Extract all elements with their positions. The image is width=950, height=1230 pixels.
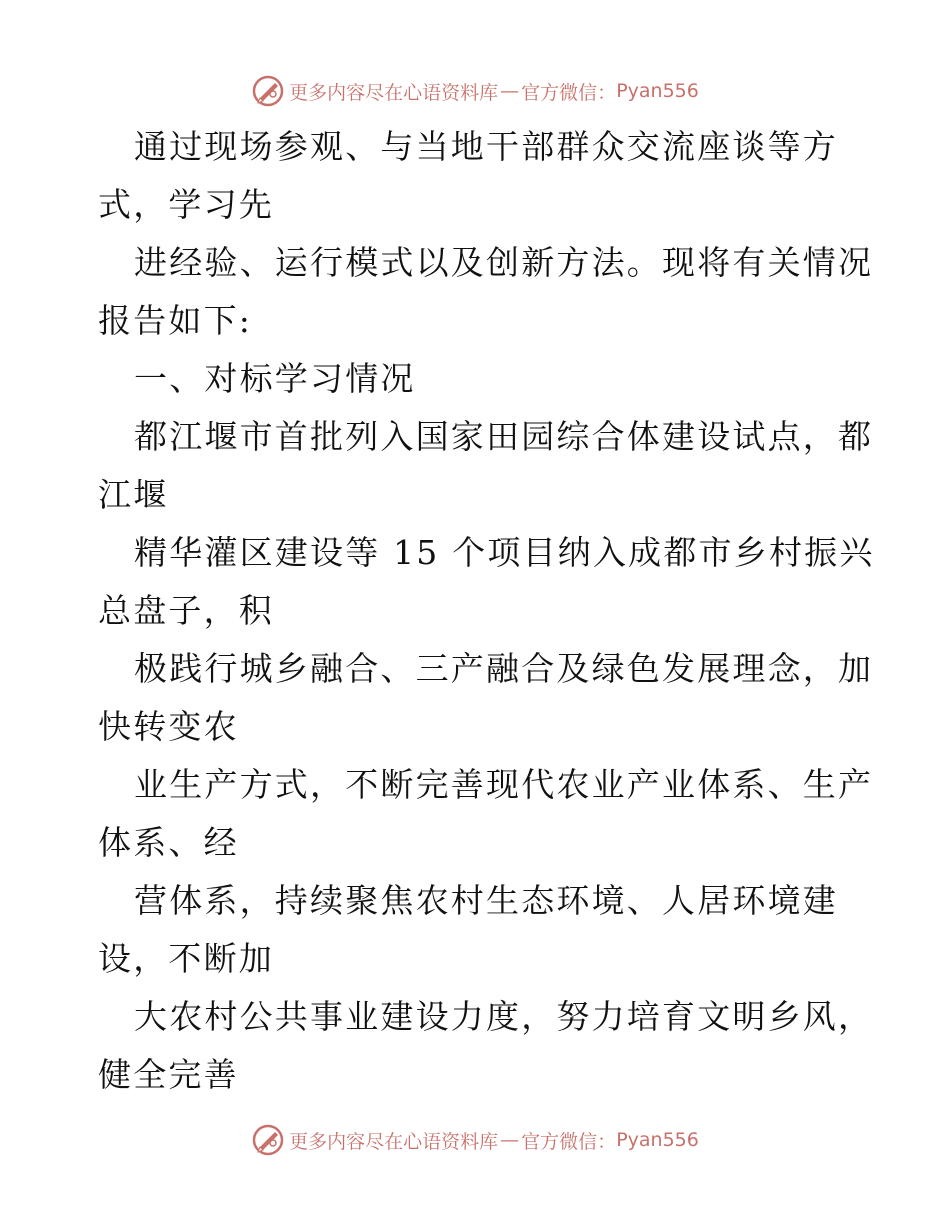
watermark-wechat-id: Pyan556 — [616, 1129, 699, 1151]
watermark-text: 更多内容尽在心语资料库 — [289, 1130, 499, 1153]
footer-watermark — [0, 1120, 950, 1160]
watermark-dash: — — [500, 1129, 520, 1151]
text-line: 健全完善 — [98, 1055, 239, 1094]
section-heading: 一、对标学习情况 — [134, 359, 416, 398]
text-line: 快转变农 — [98, 707, 239, 746]
watermark-text: 更多内容尽在心语资料库 — [289, 81, 499, 104]
text-line: 精华灌区建设等 15 个项目纳入成都市乡村振兴 — [134, 533, 875, 572]
text-line: 江堰 — [98, 475, 169, 514]
text-line: 通过现场参观、与当地干部群众交流座谈等方 — [134, 127, 838, 166]
text-line: 报告如下: — [98, 301, 253, 340]
header-watermark — [0, 71, 950, 111]
text-line: 式，学习先 — [98, 185, 274, 224]
watermark-wechat-label: 官方微信： — [521, 81, 617, 104]
pen-seal-icon — [251, 74, 285, 108]
text-line: 极践行城乡融合、三产融合及绿色发展理念，加 — [134, 649, 874, 688]
watermark-dash: — — [500, 80, 520, 102]
text-line: 总盘子，积 — [98, 591, 274, 630]
text-line: 营体系，持续聚焦农村生态环境、人居环境建 — [134, 881, 838, 920]
text-line: 体系、经 — [98, 823, 239, 862]
text-line: 都江堰市首批列入国家田园综合体建设试点，都 — [134, 417, 874, 456]
text-line: 设，不断加 — [98, 939, 274, 978]
text-line: 大农村公共事业建设力度，努力培育文明乡风， — [134, 997, 874, 1036]
watermark-wechat-label: 官方微信： — [521, 1130, 617, 1153]
document-body — [98, 118, 875, 1104]
text-line: 业生产方式，不断完善现代农业产业体系、生产 — [134, 765, 874, 804]
watermark-wechat-id: Pyan556 — [616, 80, 699, 102]
pen-seal-icon — [251, 1123, 285, 1157]
text-line: 进经验、运行模式以及创新方法。现将有关情况 — [134, 243, 874, 282]
